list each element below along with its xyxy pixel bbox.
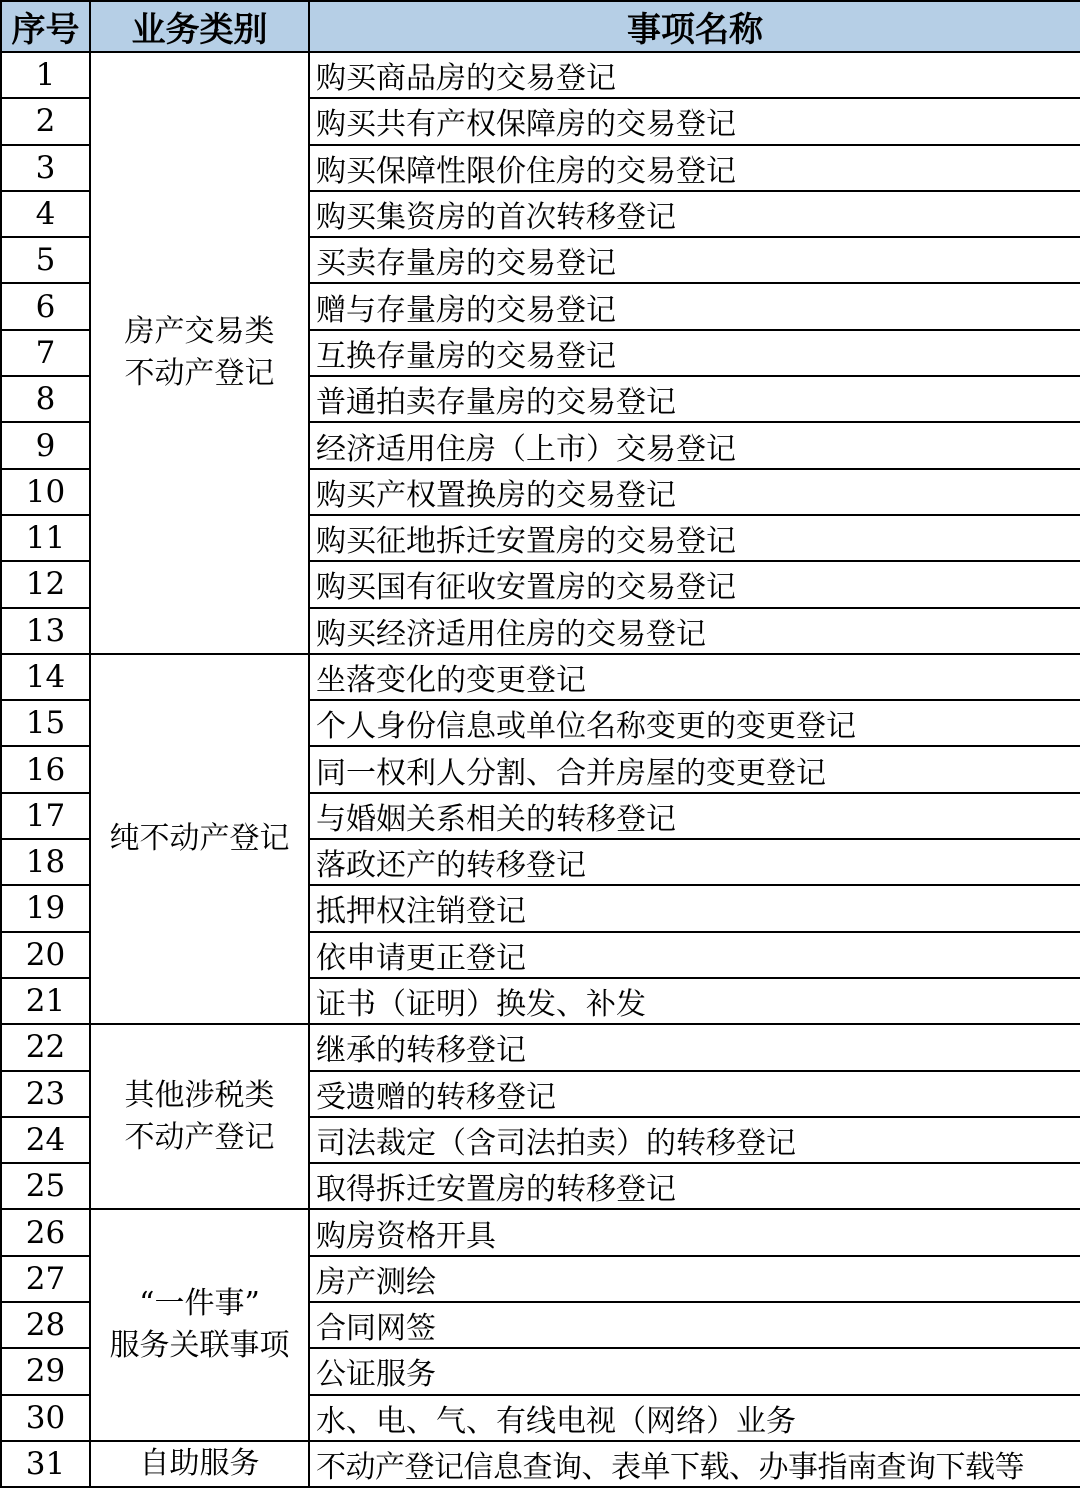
- header-row: [1, 1, 1080, 52]
- category-cell: [90, 1209, 309, 1440]
- item-name-cell: 抵押权注销登记: [309, 885, 1080, 931]
- category-label-line: 其他涉税类: [124, 1077, 275, 1113]
- header-serial-number: 序号: [1, 1, 90, 52]
- category-label-line: 纯不动产登记: [109, 821, 290, 857]
- serial-number-cell: 12: [1, 561, 90, 607]
- serial-number-cell: 9: [1, 422, 90, 468]
- serial-number-cell: 23: [1, 1071, 90, 1117]
- serial-number-cell: 19: [1, 885, 90, 931]
- serial-number-cell: 6: [1, 283, 90, 329]
- serial-number-cell: 26: [1, 1209, 90, 1255]
- header-item-name: 事项名称: [309, 1, 1080, 52]
- serial-number-cell: 7: [1, 330, 90, 376]
- serial-number-cell: 22: [1, 1024, 90, 1070]
- serial-number-cell: 21: [1, 978, 90, 1024]
- serial-number-cell: 4: [1, 191, 90, 237]
- serial-number-cell: 18: [1, 839, 90, 885]
- item-name-cell: 购买征地拆迁安置房的交易登记: [309, 515, 1080, 561]
- table-row: [1, 1441, 1080, 1487]
- table-row: [1, 1024, 1080, 1070]
- table-row: [1, 1209, 1080, 1255]
- category-cell: [90, 654, 309, 1024]
- item-name-cell: 购买集资房的首次转移登记: [309, 191, 1080, 237]
- header-business-category: 业务类别: [90, 1, 309, 52]
- serial-number-cell: 5: [1, 237, 90, 283]
- serial-number-cell: 20: [1, 932, 90, 978]
- item-name-cell: 互换存量房的交易登记: [309, 330, 1080, 376]
- item-name-cell: 购买商品房的交易登记: [309, 52, 1080, 98]
- serial-number-cell: 25: [1, 1163, 90, 1209]
- serial-number-cell: 10: [1, 469, 90, 515]
- serial-number-cell: 15: [1, 700, 90, 746]
- serial-number-cell: 11: [1, 515, 90, 561]
- item-name-cell: 购买保障性限价住房的交易登记: [309, 145, 1080, 191]
- category-cell: [90, 52, 309, 654]
- item-name-cell: 经济适用住房（上市）交易登记: [309, 422, 1080, 468]
- item-name-cell: 取得拆迁安置房的转移登记: [309, 1163, 1080, 1209]
- item-name-cell: 购房资格开具: [309, 1209, 1080, 1255]
- table-header: [1, 1, 1080, 52]
- table-row: [1, 654, 1080, 700]
- item-name-cell: 司法裁定（含司法拍卖）的转移登记: [309, 1117, 1080, 1163]
- table-body: [1, 52, 1080, 1487]
- item-name-cell: 同一权利人分割、合并房屋的变更登记: [309, 746, 1080, 792]
- item-name-cell: 依申请更正登记: [309, 932, 1080, 978]
- serial-number-cell: 17: [1, 793, 90, 839]
- item-name-cell: 购买国有征收安置房的交易登记: [309, 561, 1080, 607]
- item-name-cell: 购买产权置换房的交易登记: [309, 469, 1080, 515]
- table-row: [1, 52, 1080, 98]
- item-name-cell: 房产测绘: [309, 1256, 1080, 1302]
- item-name-cell: 与婚姻关系相关的转移登记: [309, 793, 1080, 839]
- serial-number-cell: 3: [1, 145, 90, 191]
- item-name-cell: 公证服务: [309, 1348, 1080, 1394]
- serial-number-cell: 1: [1, 52, 90, 98]
- item-name-cell: 落政还产的转移登记: [309, 839, 1080, 885]
- item-name-cell: 合同网签: [309, 1302, 1080, 1348]
- category-label-line: 房产交易类: [124, 313, 275, 349]
- category-cell: [90, 1024, 309, 1209]
- item-name-cell: 个人身份信息或单位名称变更的变更登记: [309, 700, 1080, 746]
- item-name-cell: 坐落变化的变更登记: [309, 654, 1080, 700]
- category-cell: [90, 1441, 309, 1487]
- serial-number-cell: 2: [1, 98, 90, 144]
- category-label-line: 不动产登记: [124, 355, 275, 391]
- serial-number-cell: 28: [1, 1302, 90, 1348]
- category-label-line: “一件事”: [139, 1286, 260, 1322]
- item-name-cell: 购买经济适用住房的交易登记: [309, 608, 1080, 654]
- item-name-cell: 购买共有产权保障房的交易登记: [309, 98, 1080, 144]
- serial-number-cell: 16: [1, 746, 90, 792]
- serial-number-cell: 24: [1, 1117, 90, 1163]
- item-name-cell: 继承的转移登记: [309, 1024, 1080, 1070]
- serial-number-cell: 14: [1, 654, 90, 700]
- item-name-cell: 普通拍卖存量房的交易登记: [309, 376, 1080, 422]
- item-name-cell: 买卖存量房的交易登记: [309, 237, 1080, 283]
- category-label-line: 自助服务: [139, 1446, 260, 1482]
- category-label-line: 服务关联事项: [109, 1328, 290, 1364]
- item-name-cell: 不动产登记信息查询、表单下载、办事指南查询下载等: [309, 1441, 1080, 1487]
- item-name-cell: 赠与存量房的交易登记: [309, 283, 1080, 329]
- serial-number-cell: 29: [1, 1348, 90, 1394]
- serial-number-cell: 30: [1, 1395, 90, 1441]
- category-label-line: 不动产登记: [124, 1119, 275, 1155]
- item-name-cell: 水、电、气、有线电视（网络）业务: [309, 1395, 1080, 1441]
- item-name-cell: 受遗赠的转移登记: [309, 1071, 1080, 1117]
- serial-number-cell: 31: [1, 1441, 90, 1487]
- serial-number-cell: 8: [1, 376, 90, 422]
- serial-number-cell: 27: [1, 1256, 90, 1302]
- serial-number-cell: 13: [1, 608, 90, 654]
- item-name-cell: 证书（证明）换发、补发: [309, 978, 1080, 1024]
